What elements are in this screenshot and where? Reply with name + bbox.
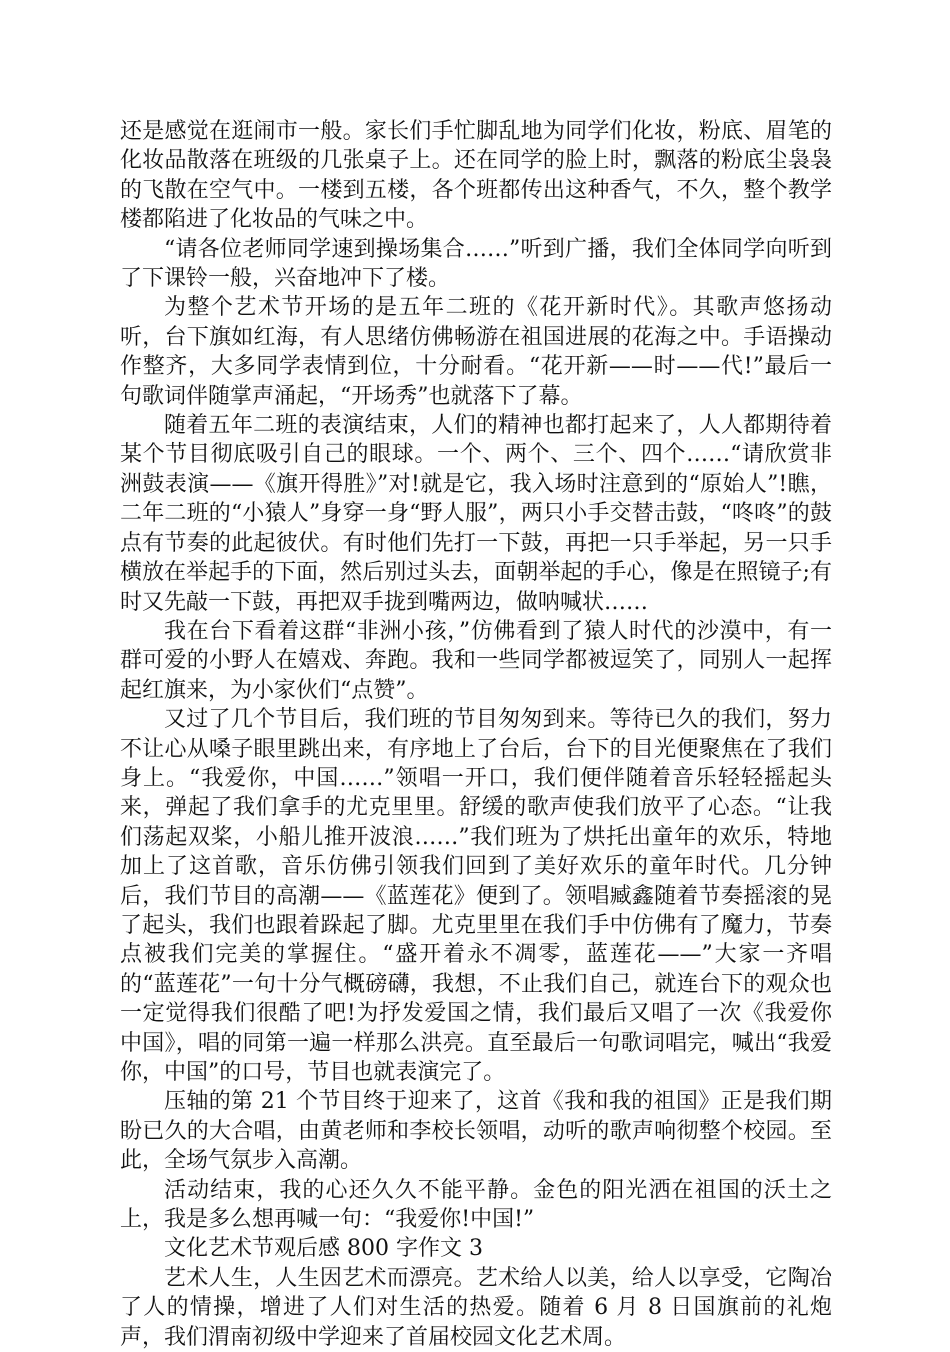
paragraph: 活动结束，我的心还久久不能平静。金色的阳光洒在祖国的沃土之上，我是多么想再喊一句：“我爱你!中国!” (120, 1177, 832, 1233)
paragraph: 艺术人生，人生因艺术而漂亮。艺术给人以美，给人以享受，它陶冶了人的情操，增进了人们对生活的热爱。随着 6 月 8 日国旗前的礼炮声，我们渭南初级中学迎来了首届校园文化艺术周。 (120, 1265, 832, 1350)
paragraph: 为整个艺术节开场的是五年二班的《花开新时代》。其歌声悠扬动听，台下旗如红海，有人思绪仿佛畅游在祖国进展的花海之中。手语操动作整齐，大多同学表情到位，十分耐看。“花开新——时——代!”最后一句歌词伴随掌声涌起，“开场秀”也就落下了幕。 (120, 295, 832, 409)
paragraph: 随着五年二班的表演结束，人们的精神也都打起来了，人人都期待着某个节目彻底吸引自己的眼球。一个、两个、三个、四个……“请欣赏非洲鼓表演——《旗开得胜》”对!就是它，我入场时注意到的“原始人”!瞧，二年二班的“小猿人”身穿一身“野人服”，两只小手交替击鼓，“咚咚”的鼓点有节奏的此起彼伏。有时他们先打一下鼓，再把一只手举起，另一只手横放在举起手的下面，然后别过头去，面朝举起的手心，像是在照镜子;有时又先敲一下鼓，再把双手拢到嘴两边，做呐喊状…… (120, 413, 832, 615)
document-body (120, 117, 832, 1352)
paragraph: “请各位老师同学速到操场集合……”听到广播，我们全体同学向听到了下课铃一般，兴奋地冲下了楼。 (120, 236, 832, 292)
paragraph: 还是感觉在逛闹市一般。家长们手忙脚乱地为同学们化妆，粉底、眉笔的化妆品散落在班级的几张桌子上。还在同学的脸上时，飘落的粉底尘袅袅的飞散在空气中。一楼到五楼，各个班都传出这种香气，不久，整个教学楼都陷进了化妆品的气味之中。 (120, 119, 832, 233)
section-heading: 文化艺术节观后感 800 字作文 3 (164, 1236, 483, 1262)
paragraph: 压轴的第 21 个节目终于迎来了，这首《我和我的祖国》正是我们期盼已久的大合唱，由黄老师和李校长领唱，动听的歌声响彻整个校园。至此，全场气氛步入高潮。 (120, 1089, 832, 1174)
paragraph: 我在台下看着这群“非洲小孩，”仿佛看到了猿人时代的沙漠中，有一群可爱的小野人在嬉戏、奔跑。我和一些同学都被逗笑了，同别人一起挥起红旗来，为小家伙们“点赞”。 (120, 618, 832, 703)
paragraph: 又过了几个节目后，我们班的节目匆匆到来。等待已久的我们，努力不让心从嗓子眼里跳出来，有序地上了台后，台下的目光便聚焦在了我们身上。“我爱你，中国……”领唱一开口，我们便伴随着音乐轻轻摇起头来，弹起了我们拿手的尤克里里。舒缓的歌声使我们放平了心态。“让我们荡起双桨，小船儿推开波浪……”我们班为了烘托出童年的欢乐，特地加上了这首歌，音乐仿佛引领我们回到了美好欢乐的童年时代。几分钟后，我们节目的高潮——《蓝莲花》便到了。领唱臧鑫随着节奏摇滚的晃了起头，我们也跟着跺起了脚。尤克里里在我们手中仿佛有了魔力，节奏点被我们完美的掌握住。“盛开着永不凋零，蓝莲花——”大家一齐唱的“蓝莲花”一句十分气概磅礴，我想，不止我们自己，就连台下的观众也一定觉得我们很酷了吧!为抒发爱国之情，我们最后又唱了一次《我爱你中国》，唱的同第一遍一样那么洪亮。直至最后一句歌词唱完，喊出“我爱你，中国”的口号，节目也就表演完了。 (120, 707, 832, 1085)
